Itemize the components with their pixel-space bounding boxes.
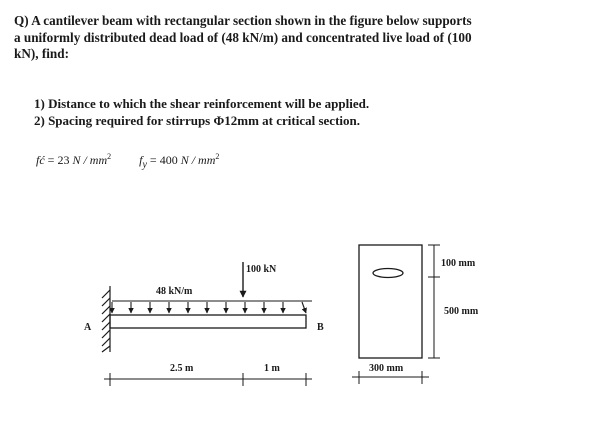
end-label-b: B: [317, 322, 324, 333]
fc-unit-exponent: 2: [107, 152, 112, 161]
point-load-label: 100 kN: [246, 264, 277, 275]
fixed-support: [102, 286, 110, 352]
reinforcement-bar: [373, 269, 403, 278]
question-line-1: Q) A cantilever beam with rectangular section shown in the figure below supports: [14, 13, 472, 28]
beam-diagram: [84, 262, 324, 386]
task-item-1: 1) Distance to which the shear reinforcement will be applied.: [34, 96, 370, 111]
width-label: 300 mm: [369, 363, 404, 374]
fy-value: = 400: [149, 153, 178, 167]
question-line-2: a uniformly distributed dead load of (48 kN/m) and concentrated live load of (100: [14, 29, 472, 45]
span-label-2: 1 m: [264, 363, 280, 374]
span-label-1: 2.5 m: [170, 363, 194, 374]
fy-subscript: y: [142, 159, 147, 171]
fc-value: = 23: [47, 153, 70, 167]
support-label-a: A: [84, 322, 92, 333]
fc-symbol: fć: [36, 153, 45, 167]
question-line-3: kN), find:: [14, 46, 69, 61]
fy-unit-exponent: 2: [215, 152, 220, 161]
section-outline: [359, 245, 422, 358]
fy-unit: N / mm: [180, 153, 216, 167]
height-dimension-line: [428, 245, 440, 358]
cross-section-diagram: [352, 245, 479, 384]
span-dimension-line: [104, 373, 312, 386]
height-label: 500 mm: [444, 306, 479, 317]
height-top-label: 100 mm: [441, 258, 476, 269]
task-item-2: 2) Spacing required for stirrups Φ12mm at critical section.: [34, 113, 360, 128]
distributed-load: [112, 301, 312, 313]
beam: [110, 315, 306, 328]
distributed-load-label: 48 kN/m: [156, 286, 193, 297]
fc-unit: N / mm: [72, 153, 108, 167]
fy-symbol: f: [139, 153, 143, 167]
